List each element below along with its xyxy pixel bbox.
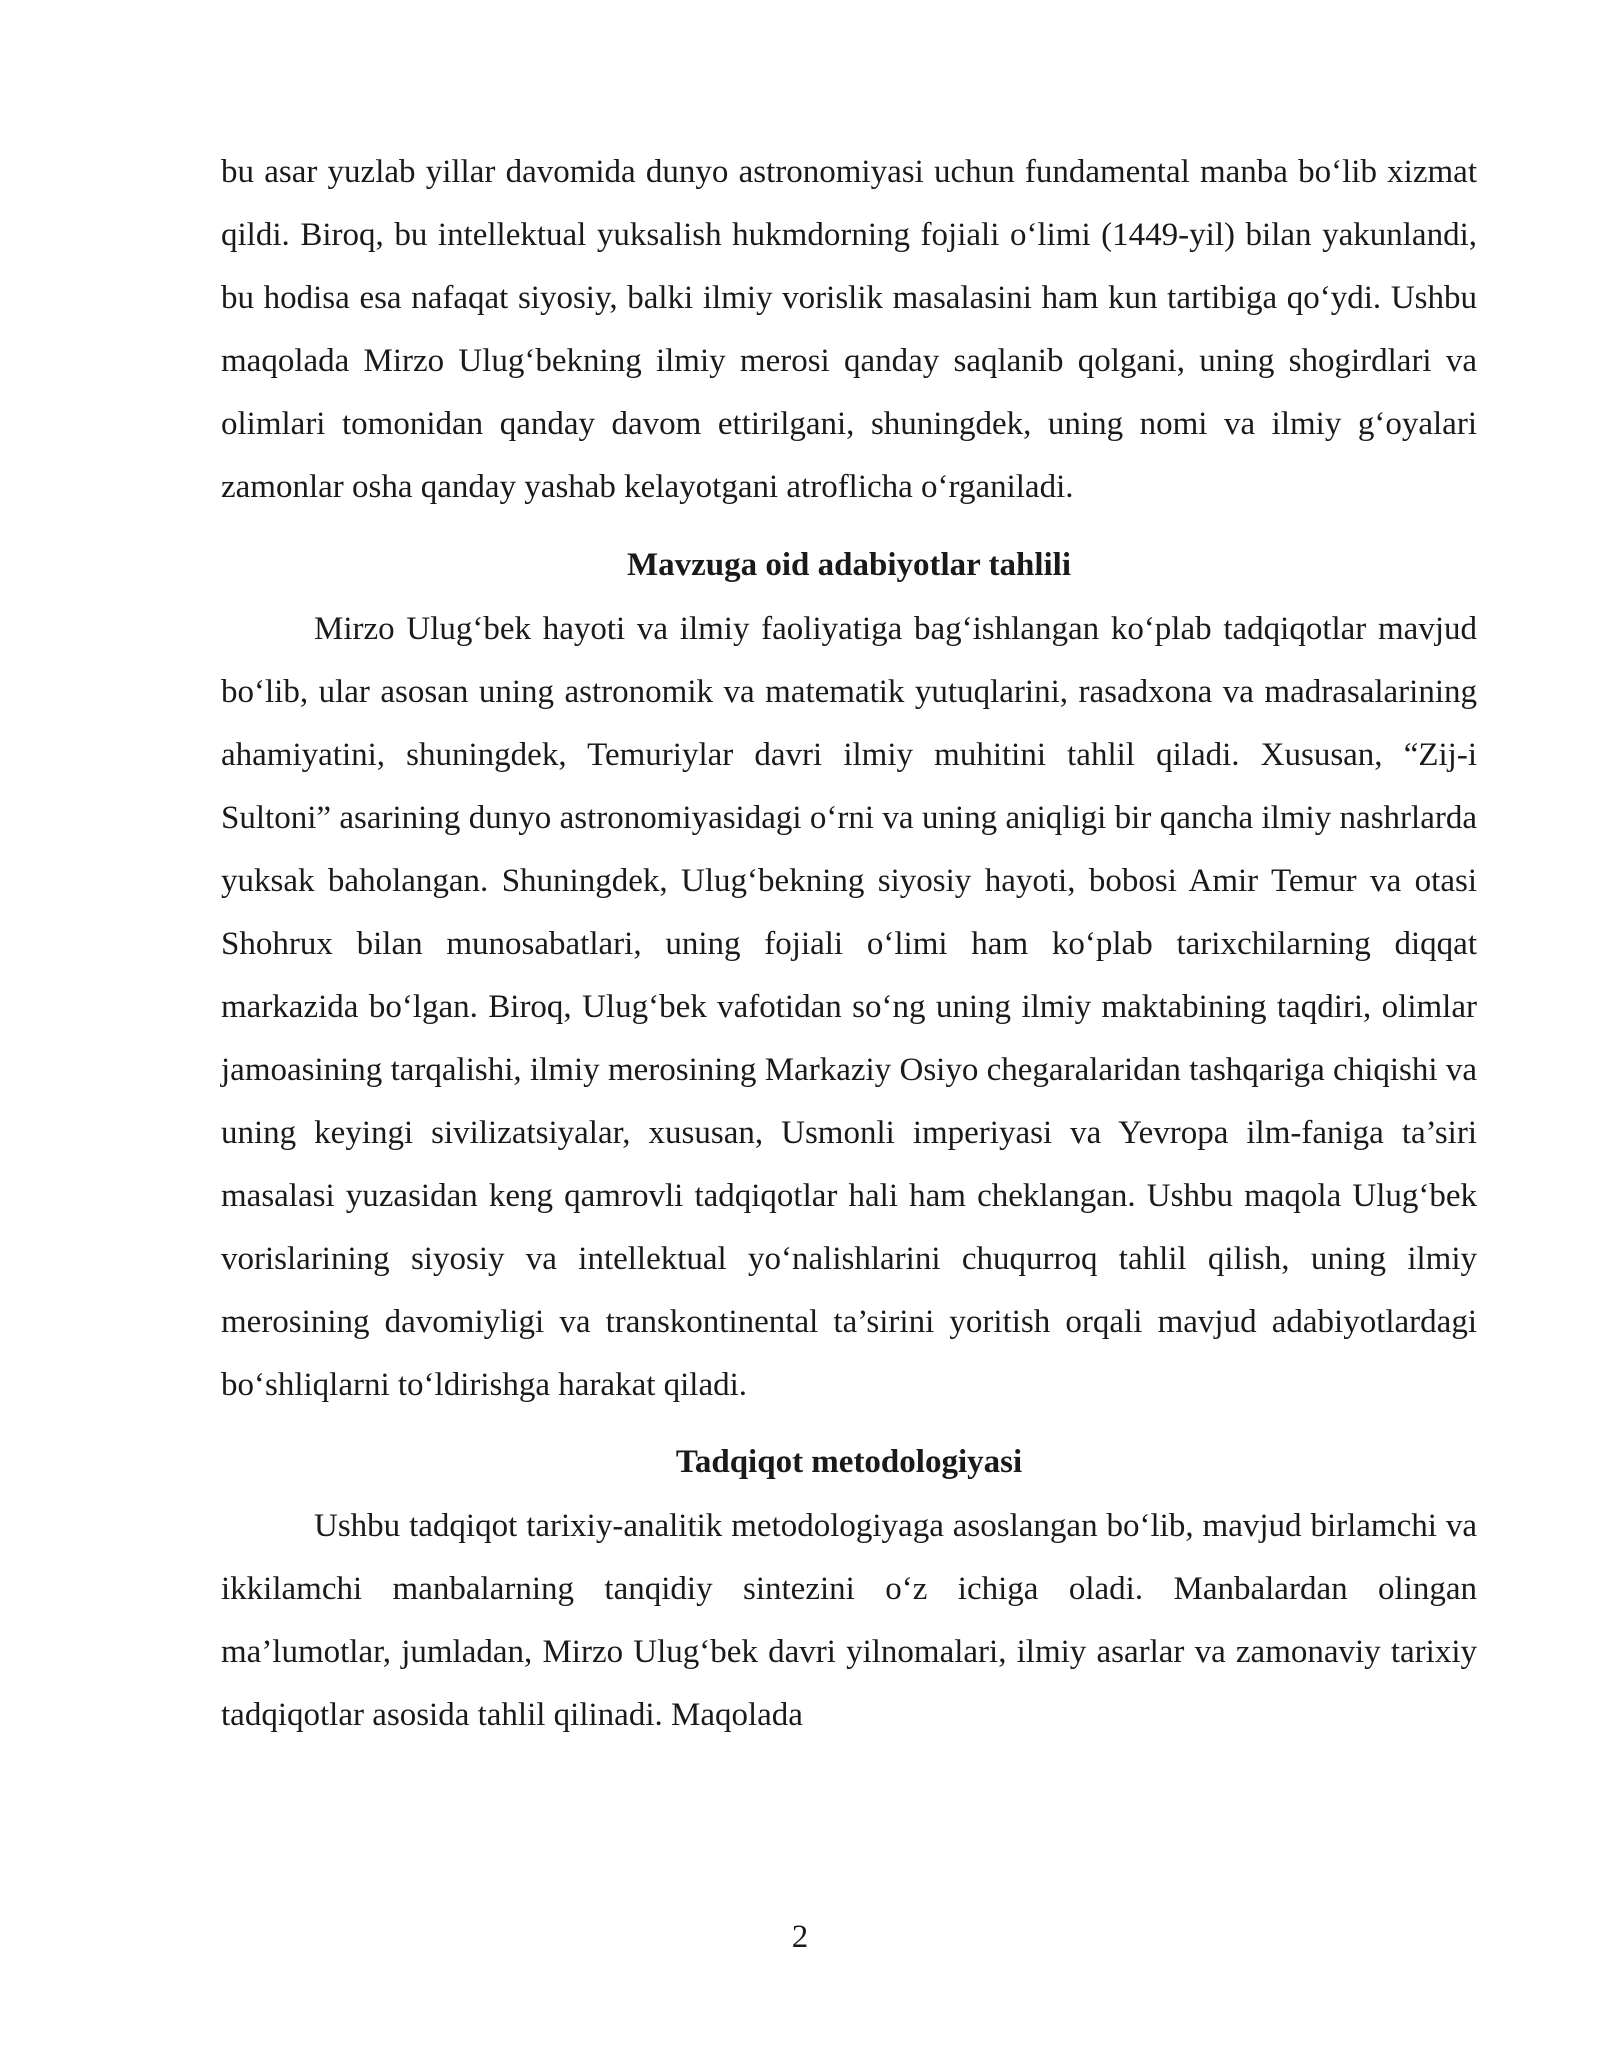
methodology-paragraph: Ushbu tadqiqot tarixiy-analitik metodologiyaga asoslangan bo‘lib, mavjud birlamchi va ikkilamchi manbalarning tanqidiy sintezini o‘z ichiga oladi. Manbalardan olingan ma’lumotlar, jumladan, Mirzo Ulug‘bek davri yilnomalari, ilmiy asarlar va zamonaviy tarixiy tadqiqotlar asosida tahlil qilinadi. Maqolada xyxy=(221,1508,1477,1733)
page-number: 2 xyxy=(791,1919,809,1955)
intro-paragraph: bu asar yuzlab yillar davomida dunyo astronomiyasi uchun fundamental manba bo‘lib xizmat qildi. Biroq, bu intellektual yuksalish hukmdorning fojiali o‘limi (1449-yil) bilan yakunlandi, bu hodisa esa nafaqat siyosiy, balki ilmiy vorislik masalasini ham kun tartibiga qo‘ydi. Ushbu maqolada Mirzo Ulug‘bekning ilmiy merosi qanday saqlanib qolgani, uning shogirdlari va olimlari tomonidan qanday davom ettirilgani, shuningdek, uning nomi va ilmiy g‘oyalari zamonlar osha qanday yashab kelayotgani atroflicha o‘rganiladi. xyxy=(221,154,1477,505)
literature-review-paragraph: Mirzo Ulug‘bek hayoti va ilmiy faoliyatiga bag‘ishlangan ko‘plab tadqiqotlar mavjud bo‘lib, ular asosan uning astronomik va matematik yutuqlarini, rasadxona va madrasalarining ahamiyatini, shuningdek, Temuriylar davri ilmiy muhitini tahlil qiladi. Xususan, “Zij-i Sultoni” asarining dunyo astronomiyasidagi o‘rni va uning aniqligi bir qancha ilmiy nashrlarda yuksak baholangan. Shuningdek, Ulug‘bekning siyosiy hayoti, bobosi Amir Temur va otasi Shohrux bilan munosabatlari, uning fojiali o‘limi ham ko‘plab tarixchilarning diqqat markazida bo‘lgan. Biroq, Ulug‘bek vafotidan so‘ng uning ilmiy maktabining taqdiri, olimlar jamoasining tarqalishi, ilmiy merosining Markaziy Osiyo chegaralaridan tashqariga chiqishi va uning keyingi sivilizatsiyalar, xususan, Usmonli imperiyasi va Yevropa ilm-faniga ta’siri masalasi yuzasidan keng qamrovli tadqiqotlar hali ham cheklangan. Ushbu maqola Ulug‘bek vorislarining siyosiy va intellektual yo‘nalishlarini chuqurroq tahlil qilish, uning ilmiy merosining davomiyligi va transkontinental ta’sirini yoritish orqali mavjud adabiyotlardagi bo‘shliqlarni to‘ldirishga harakat qiladi. xyxy=(221,611,1477,1403)
section-heading-methodology: Tadqiqot metodologiyasi xyxy=(675,1444,1023,1480)
section-heading-literature-review: Mavzuga oid adabiyotlar tahlili xyxy=(626,547,1072,583)
page-body xyxy=(221,141,1477,1747)
